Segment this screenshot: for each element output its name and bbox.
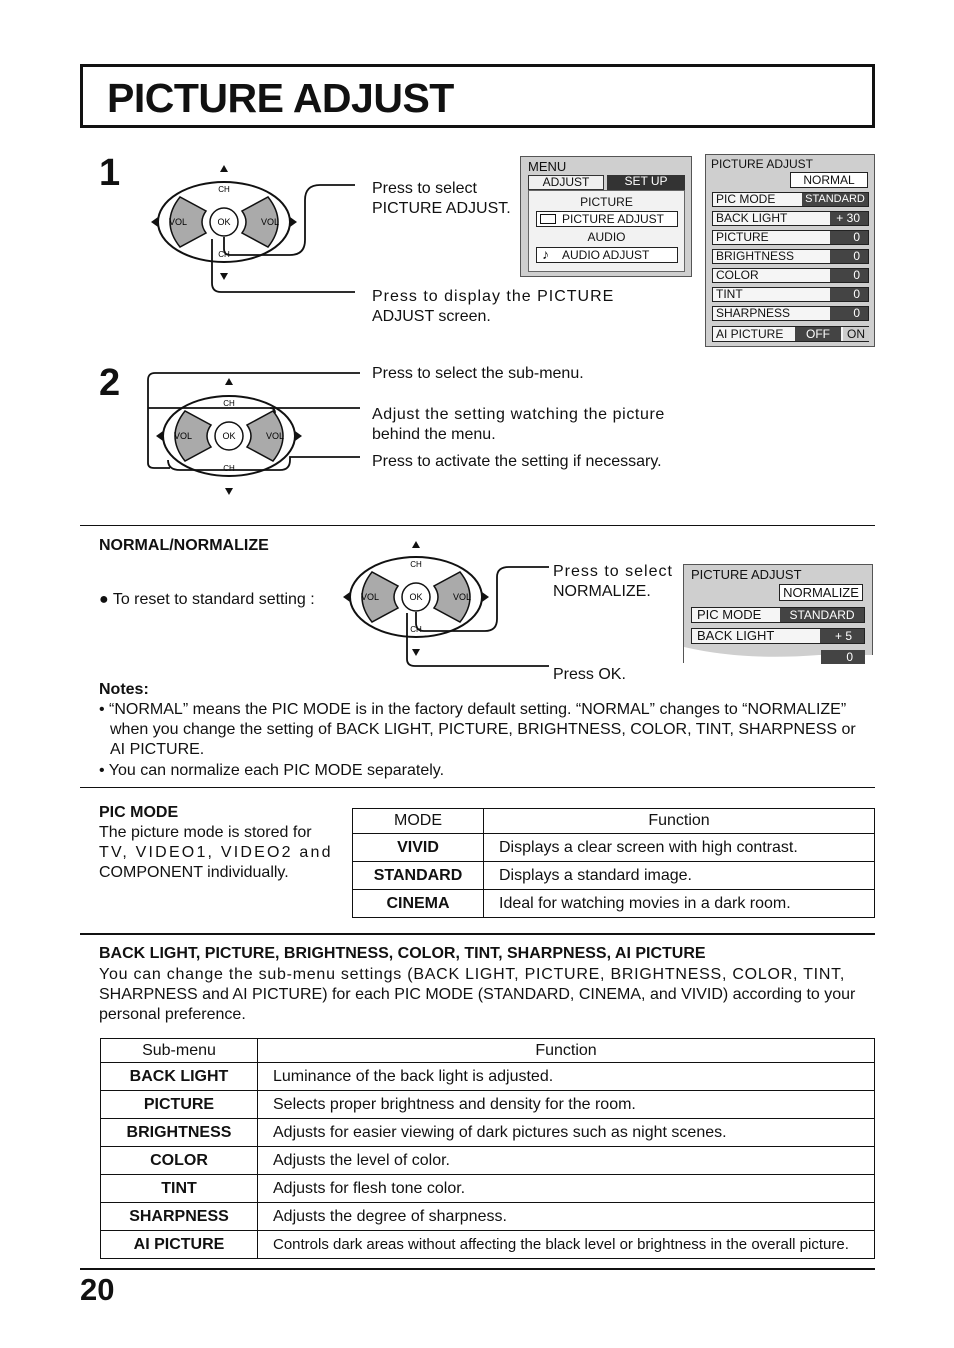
table-header-row: MODE Function — [353, 809, 875, 834]
svg-text:CH: CH — [223, 464, 235, 473]
normalize-osd-status: NORMALIZE — [779, 584, 863, 601]
remote-dpad-step1 — [140, 155, 370, 305]
osd-row[interactable]: PIC MODE STANDARD — [712, 192, 869, 207]
picture-adjust-osd — [705, 154, 875, 347]
osd-row[interactable]: COLOR 0 — [712, 268, 869, 283]
notes-list — [99, 700, 879, 781]
svg-text:CH: CH — [410, 625, 422, 634]
step2-callout-1: Press to select the sub-menu. — [372, 365, 584, 382]
table-row: STANDARD Displays a standard image. — [353, 862, 875, 890]
osd-row[interactable]: TINT 0 — [712, 287, 869, 302]
table-row: AI PICTURE Controls dark areas without affecting the black level or brightness in the overall picture. — [101, 1231, 875, 1259]
divider — [80, 787, 875, 788]
table-row: CINEMA Ideal for watching movies in a dark room. — [353, 890, 875, 918]
divider — [80, 525, 875, 526]
normalize-osd-title: PICTURE ADJUST — [691, 567, 802, 582]
normalize-callout-bottom: Press OK. — [553, 666, 626, 683]
svg-text:OK: OK — [409, 592, 423, 602]
normalize-osd-row-pic-mode[interactable]: PIC MODE STANDARD — [691, 607, 865, 623]
pic-mode-heading: PIC MODE — [99, 804, 179, 821]
normalize-heading: NORMAL/NORMALIZE — [99, 537, 269, 554]
svg-text:CH: CH — [410, 560, 422, 569]
normalize-osd-row3-value: 0 — [821, 650, 865, 664]
svg-text:VOL: VOL — [173, 431, 193, 441]
menu-item-picture-adjust[interactable]: PICTURE ADJUST — [536, 211, 678, 227]
table-row: VIVID Displays a clear screen with high contrast. — [353, 834, 875, 862]
normalize-bullet: ● To reset to standard setting : — [99, 591, 315, 608]
svg-text:VOL: VOL — [168, 217, 188, 227]
step2-callout-2: Adjust the setting watching the picture behind the menu. — [372, 406, 665, 443]
normalize-osd-row-back-light[interactable]: BACK LIGHT + 5 — [691, 628, 865, 644]
remote-dpad-step2 — [140, 368, 370, 503]
osd-row-ai-picture[interactable]: AI PICTURE OFF ON — [712, 326, 869, 342]
table-row: TINT Adjusts for flesh tone color. — [101, 1175, 875, 1203]
normalize-callout-top: Press to select NORMALIZE. — [553, 563, 673, 600]
divider — [80, 1268, 875, 1270]
pic-mode-desc: The picture mode is stored for TV, VIDEO1, VIDEO2 and COMPONENT individually. — [99, 824, 333, 881]
ok-label: OK — [217, 217, 231, 227]
svg-text:VOL: VOL — [360, 592, 380, 602]
menu-osd — [520, 156, 692, 277]
menu-audio-label: AUDIO — [587, 230, 626, 244]
table-header-row: Sub-menu Function — [101, 1039, 875, 1063]
divider — [80, 933, 875, 935]
pic-mode-table — [352, 808, 875, 918]
page-number: 20 — [80, 1272, 115, 1307]
svg-text:VOL: VOL — [265, 431, 285, 441]
tab-adjust[interactable]: ADJUST — [528, 175, 604, 190]
step-2-number: 2 — [99, 362, 121, 404]
table-row: BRIGHTNESS Adjusts for easier viewing of dark pictures such as night scenes. — [101, 1119, 875, 1147]
music-note-icon: ♪ — [542, 246, 549, 262]
submenu-table — [100, 1038, 875, 1259]
table-row: PICTURE Selects proper brightness and density for the room. — [101, 1091, 875, 1119]
menu-osd-header: MENU — [528, 159, 567, 174]
osd-row[interactable]: BRIGHTNESS 0 — [712, 249, 869, 264]
svg-text:CH: CH — [218, 250, 230, 259]
picture-icon — [540, 214, 556, 224]
osd-title: PICTURE ADJUST — [711, 157, 814, 171]
step2-callout-3: Press to activate the setting if necessary. — [372, 453, 662, 470]
ai-off[interactable]: OFF — [795, 327, 841, 341]
svg-text:VOL: VOL — [452, 592, 472, 602]
page-title-box — [80, 64, 875, 128]
osd-row[interactable]: BACK LIGHT + 30 — [712, 211, 869, 226]
submenu-desc: You can change the sub-menu settings (BACK LIGHT, PICTURE, BRIGHTNESS, COLOR, TINT, SHARPNESS and AI PICTURE) for each PIC MODE (STANDARD, CINEMA, and VIVID) according to your personal preference. — [99, 966, 856, 1023]
notes-heading: Notes: — [99, 681, 149, 698]
note-item: • You can normalize each PIC MODE separately. — [99, 762, 445, 779]
svg-text:CH: CH — [218, 185, 230, 194]
normalize-osd — [683, 564, 873, 663]
step-1-number: 1 — [99, 152, 121, 194]
osd-row[interactable]: PICTURE 0 — [712, 230, 869, 245]
osd-status: NORMAL — [790, 172, 868, 188]
ai-on[interactable]: ON — [843, 327, 869, 341]
osd-row[interactable]: SHARPNESS 0 — [712, 306, 869, 321]
table-row: SHARPNESS Adjusts the degree of sharpness. — [101, 1203, 875, 1231]
step1-callout-bottom: Press to display the PICTURE ADJUST screen. — [372, 288, 615, 325]
remote-dpad-normalize — [335, 535, 555, 685]
menu-picture-label: PICTURE — [580, 195, 633, 209]
page-title: PICTURE ADJUST — [107, 75, 454, 121]
menu-item-audio-adjust[interactable]: ♪ AUDIO ADJUST — [536, 247, 678, 263]
table-row: BACK LIGHT Luminance of the back light is adjusted. — [101, 1063, 875, 1091]
svg-text:OK: OK — [222, 431, 236, 441]
svg-text:VOL: VOL — [260, 217, 280, 227]
step1-callout-top: Press to select PICTURE ADJUST. — [372, 180, 511, 217]
svg-text:CH: CH — [223, 399, 235, 408]
bullet-icon: ● — [99, 591, 109, 608]
note-item: • “NORMAL” means the PIC MODE is in the factory default setting. “NORMAL” changes to “NORMALIZE” when you change the setting of BACK LIGHT, PICTURE, BRIGHTNESS, COLOR, TINT, SHARPNESS or AI PICTURE. — [99, 701, 856, 758]
tab-setup[interactable]: SET UP — [607, 175, 685, 190]
table-row: COLOR Adjusts the level of color. — [101, 1147, 875, 1175]
submenu-heading: BACK LIGHT, PICTURE, BRIGHTNESS, COLOR, TINT, SHARPNESS, AI PICTURE — [99, 945, 706, 962]
